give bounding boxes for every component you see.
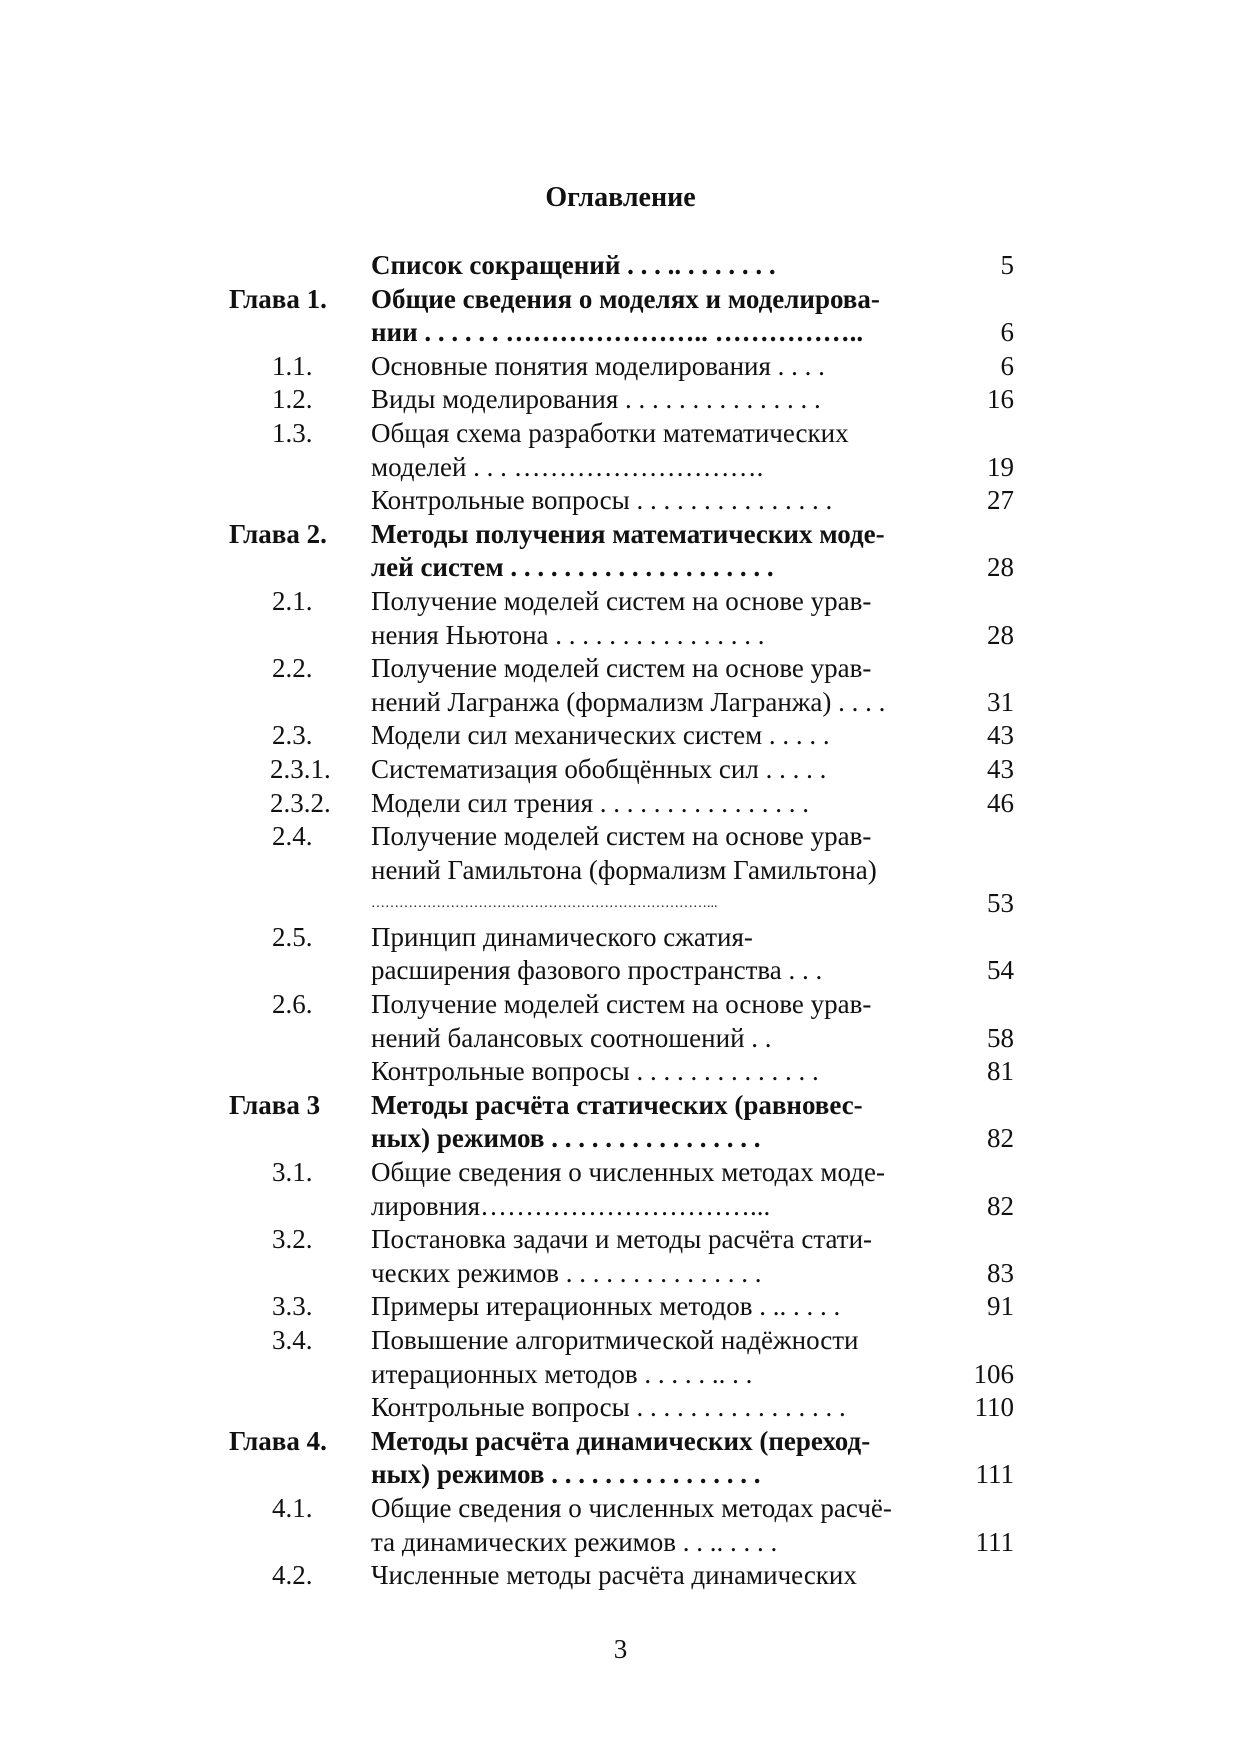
toc-entry-title: нений балансовых соотношений . . xyxy=(371,1022,772,1053)
toc-entry xyxy=(0,1391,1241,1425)
toc-entry-title: Контрольные вопросы . . . . . . . . . . . . . . . xyxy=(371,485,833,516)
toc-entry-title: Модели сил трения . . . . . . . . . . . . . . . . xyxy=(371,787,810,818)
toc-entry xyxy=(0,1122,1241,1156)
toc-entry xyxy=(0,753,1241,787)
toc-entry-title: нений Лагранжа (формализм Лагранжа) . . . . xyxy=(371,686,886,717)
toc-entry xyxy=(0,887,1241,921)
toc-entry-number: 1.1. xyxy=(272,350,313,381)
toc-entry xyxy=(0,1156,1241,1190)
toc-entry xyxy=(0,954,1241,988)
toc-entry xyxy=(0,1492,1241,1526)
toc-entry-page: 111 xyxy=(975,1459,1014,1490)
toc-entry-title: нений Гамильтона (формализм Гамильтона) xyxy=(371,854,877,885)
toc-entry-title: Основные понятия моделирования . . . . xyxy=(371,350,825,381)
toc-entry-title: Методы расчёта динамических (переход- xyxy=(371,1425,871,1456)
toc-entry-title: нения Ньютона . . . . . . . . . . . . . . . . xyxy=(371,619,765,650)
toc-entry-page: 16 xyxy=(987,384,1014,415)
toc-entry-number: 2.5. xyxy=(272,921,313,952)
toc-entry xyxy=(0,921,1241,955)
toc-entry-number: 4.2. xyxy=(272,1560,313,1591)
toc-entry xyxy=(0,1223,1241,1257)
toc-entry xyxy=(0,1022,1241,1056)
toc-entry xyxy=(0,283,1241,317)
toc-entry xyxy=(0,1257,1241,1291)
toc-entry-page: 43 xyxy=(987,720,1014,751)
toc-entry-page: 82 xyxy=(987,1123,1014,1154)
toc-entry-page: 82 xyxy=(987,1190,1014,1221)
toc-entry-number: 2.6. xyxy=(272,989,313,1020)
toc-entry-number: 4.1. xyxy=(272,1492,313,1523)
toc-entry-title: лировния…………………………... xyxy=(371,1190,771,1221)
toc-entry xyxy=(0,518,1241,552)
toc-entry-number: 2.3. xyxy=(272,720,313,751)
toc-entry-number: Глава 1. xyxy=(229,283,327,314)
toc-entry xyxy=(0,1190,1241,1224)
toc-entry xyxy=(0,383,1241,417)
toc-entry-number: 2.4. xyxy=(272,821,313,852)
toc-entry-title: Список сокращений . . . .. . . . . . . . xyxy=(371,250,776,280)
toc-entry-title: Общие сведения о численных методах расчё- xyxy=(371,1492,892,1523)
toc-entry-number: 2.3.1. xyxy=(270,753,331,784)
toc-entry xyxy=(0,1458,1241,1492)
toc-entry-title: Получение моделей систем на основе урав- xyxy=(371,585,872,616)
toc-entry-number: Глава 3 xyxy=(229,1089,321,1120)
toc-entry-title: Постановка задачи и методы расчёта стати- xyxy=(371,1224,873,1255)
toc-entry-title: расширения фазового пространства . . . xyxy=(371,955,823,986)
toc-entry-page: 53 xyxy=(987,888,1014,919)
toc-entry-title: Примеры итерационных методов . .. . . . . xyxy=(371,1291,841,1322)
toc-entry xyxy=(0,652,1241,686)
toc-entry-title: Общая схема разработки математических xyxy=(371,417,849,448)
toc-entry-page: 5 xyxy=(1000,250,1014,280)
toc-entry xyxy=(0,484,1241,518)
toc-entry-page: 46 xyxy=(987,787,1014,818)
toc-entry-page: 83 xyxy=(987,1257,1014,1288)
toc-entry-title: ных) режимов . . . . . . . . . . . . . . . . xyxy=(371,1123,761,1154)
toc-entry-page: 111 xyxy=(975,1526,1014,1557)
toc-entry xyxy=(0,854,1241,888)
toc-entry-title: Контрольные вопросы . . . . . . . . . . . . . . . . xyxy=(371,1392,846,1423)
toc-entry-page: 28 xyxy=(987,552,1014,583)
toc-entry-number: Глава 4. xyxy=(229,1425,327,1456)
table-of-contents xyxy=(0,249,1241,1593)
toc-entry xyxy=(0,350,1241,384)
toc-entry xyxy=(0,1425,1241,1459)
toc-entry xyxy=(0,1324,1241,1358)
toc-entry-page: 31 xyxy=(987,686,1014,717)
toc-entry-page: 106 xyxy=(973,1358,1014,1389)
toc-entry xyxy=(0,787,1241,821)
toc-entry-title: Численные методы расчёта динамических xyxy=(371,1560,857,1591)
toc-entry xyxy=(0,585,1241,619)
toc-entry-number: 2.1. xyxy=(272,585,313,616)
toc-entry xyxy=(0,249,1241,283)
toc-entry-title: Систематизация обобщённых сил . . . . . xyxy=(371,753,827,784)
toc-entry-page: 91 xyxy=(987,1291,1014,1322)
toc-entry-number: 1.3. xyxy=(272,417,313,448)
toc-entry-page: 110 xyxy=(974,1392,1014,1423)
toc-entry-title: Получение моделей систем на основе урав- xyxy=(371,653,872,684)
toc-entry-title: Повышение алгоритмической надёжности xyxy=(371,1325,859,1355)
toc-entry xyxy=(0,316,1241,350)
toc-entry xyxy=(0,451,1241,485)
toc-entry-page: 27 xyxy=(987,485,1014,516)
toc-entry-title: Принцип динамического сжатия- xyxy=(371,921,753,952)
toc-entry-page: 6 xyxy=(1000,350,1014,381)
toc-entry-page: 54 xyxy=(987,955,1014,986)
toc-entry-page: 58 xyxy=(987,1022,1014,1053)
toc-entry xyxy=(0,686,1241,720)
toc-entry-number: 2.3.2. xyxy=(270,787,331,818)
toc-dot-leader: ………………………………………………………………... xyxy=(371,896,718,912)
toc-entry xyxy=(0,820,1241,854)
toc-entry-number: 3.2. xyxy=(272,1224,313,1255)
toc-entry xyxy=(0,417,1241,451)
toc-entry-title: ных) режимов . . . . . . . . . . . . . . . . xyxy=(371,1459,761,1490)
toc-entry-title: моделей . . . ………………………. xyxy=(371,451,764,482)
toc-entry xyxy=(0,1526,1241,1560)
toc-entry-page: 81 xyxy=(987,1056,1014,1087)
toc-entry xyxy=(0,719,1241,753)
toc-entry-number: 3.3. xyxy=(272,1291,313,1322)
toc-entry-page: 6 xyxy=(1000,317,1014,348)
toc-entry-title: лей систем . . . . . . . . . . . . . . . . . . . . xyxy=(371,552,774,583)
toc-entry-number: 1.2. xyxy=(272,384,313,415)
toc-entry-title: Общие сведения о численных методах моде- xyxy=(371,1157,885,1188)
toc-entry-title: Методы получения математических моде- xyxy=(371,518,885,549)
toc-entry-number: 2.2. xyxy=(272,653,313,684)
toc-entry-page: 28 xyxy=(987,619,1014,650)
toc-entry-title: Модели сил механических систем . . . . . xyxy=(371,720,830,751)
toc-entry xyxy=(0,1089,1241,1123)
page-number: 3 xyxy=(613,1634,628,1664)
toc-entry-number: 3.1. xyxy=(272,1157,313,1188)
toc-entry-title: Методы расчёта статических (равновес- xyxy=(371,1089,863,1120)
toc-entry-title: Получение моделей систем на основе урав- xyxy=(371,821,872,852)
toc-entry-title: Получение моделей систем на основе урав- xyxy=(371,989,872,1020)
toc-entry-title: та динамических режимов . . .. . . . . xyxy=(371,1526,778,1557)
page-title: Оглавление xyxy=(545,182,696,213)
toc-entry-page: 19 xyxy=(987,451,1014,482)
toc-entry xyxy=(0,1290,1241,1324)
toc-entry-title: итерационных методов . . . . . .. . . xyxy=(371,1358,753,1389)
toc-entry xyxy=(0,1559,1241,1593)
toc-entry-title: Виды моделирования . . . . . . . . . . . . . . . xyxy=(371,384,821,415)
toc-entry xyxy=(0,551,1241,585)
toc-entry-number: Глава 2. xyxy=(229,518,327,549)
toc-entry-number: 3.4. xyxy=(272,1325,313,1355)
toc-entry xyxy=(0,988,1241,1022)
toc-entry-title: нии . . . . . . ………………….. …………….. xyxy=(371,317,864,348)
toc-entry xyxy=(0,1055,1241,1089)
toc-entry-title: Контрольные вопросы . . . . . . . . . . . . . . xyxy=(371,1056,819,1087)
toc-entry-page: 43 xyxy=(987,753,1014,784)
toc-entry xyxy=(0,619,1241,653)
toc-entry-title: Общие сведения о моделях и моделирова- xyxy=(371,283,880,314)
toc-entry-title: ческих режимов . . . . . . . . . . . . . . . xyxy=(371,1257,762,1288)
toc-entry xyxy=(0,1358,1241,1392)
